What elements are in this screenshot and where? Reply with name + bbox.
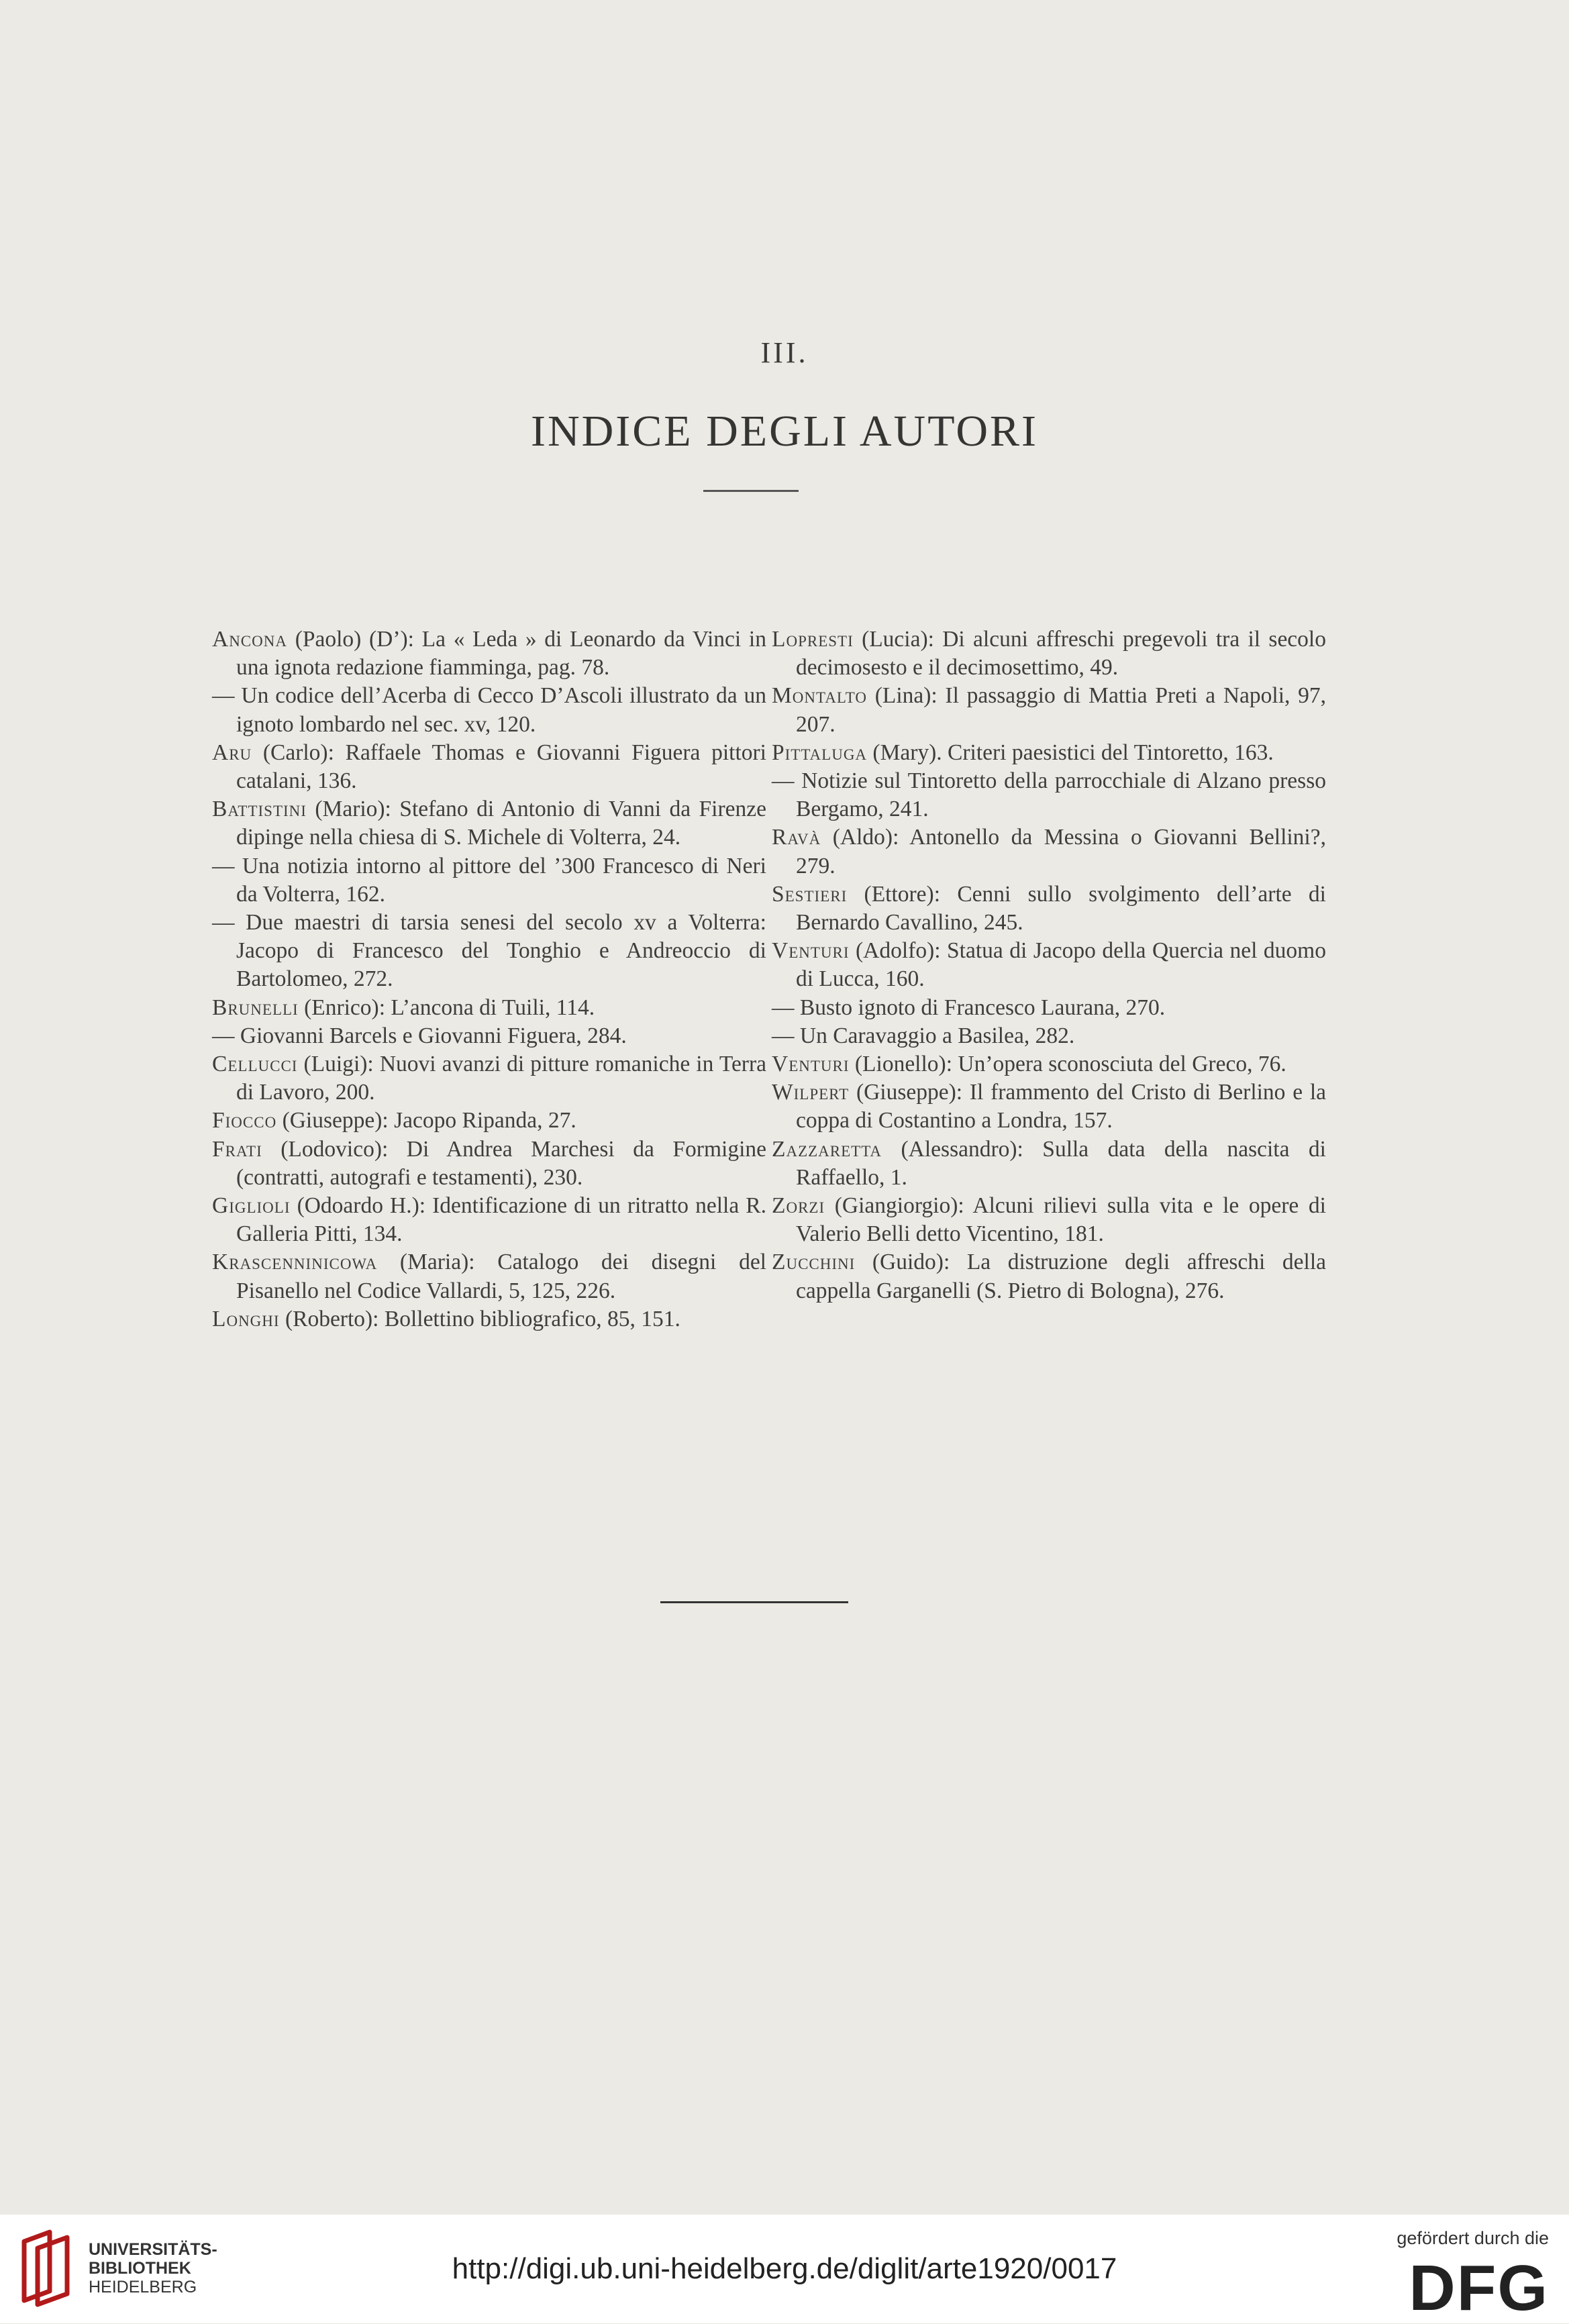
index-entry (212, 1135, 766, 1192)
author-name: Battistini (212, 797, 307, 822)
author-name: Cellucci (212, 1052, 298, 1077)
entry-text: (Guido): La distruzione degli affreschi della cappella Garganelli (S. Pietro di Bologna), 276. (796, 1250, 1326, 1303)
index-entry (212, 682, 766, 738)
index-entry (772, 1050, 1326, 1078)
entry-text: (Giangiorgio): Alcuni rilievi sulla vita e le opere di Valerio Belli detto Vicentino, 181. (796, 1193, 1326, 1247)
index-entry (212, 1248, 766, 1305)
entry-text: (Lodovico): Di Andrea Marchesi da Formigine (contratti, autografi e testamenti), 230. (236, 1136, 766, 1190)
author-name: Ancona (212, 627, 287, 652)
entry-text: — Un codice dell’Acerba di Cecco D’Ascoli illustrato da un ignoto lombardo nel sec. xv, 120. (212, 683, 766, 737)
entry-text: — Notizie sul Tintoretto della parrocchiale di Alzano presso Bergamo, 241. (772, 768, 1326, 822)
index-entry (212, 994, 766, 1022)
entry-text: (Mario): Stefano di Antonio di Vanni da Firenze dipinge nella chiesa di S. Michele di Volterra, 24. (236, 797, 766, 850)
index-column-left (212, 625, 766, 1333)
index-entry (212, 1192, 766, 1248)
library-name-line: UNIVERSITÄTS- (89, 2240, 217, 2259)
funding-caption: gefördert durch die (1397, 2228, 1549, 2248)
entry-text: — Due maestri di tarsia senesi del secolo xv a Volterra: Jacopo di Francesco del Tonghio e Andreoccio di Bartolomeo, 272. (212, 910, 766, 992)
entry-text: — Una notizia intorno al pittore del ’300 Francesco di Neri da Volterra, 162. (212, 853, 766, 907)
author-name: Lopresti (772, 627, 854, 652)
author-name: Giglioli (212, 1193, 291, 1219)
entry-text: (Paolo) (D’): La « Leda » di Leonardo da Vinci in una ignota redazione fiamminga, pag. 78. (236, 627, 766, 680)
index-entry (772, 1135, 1326, 1192)
entry-text: (Mary). Criteri paesistici del Tintoretto, 163. (867, 740, 1274, 765)
author-name: Aru (212, 740, 252, 765)
entry-text: — Un Caravaggio a Basilea, 282. (772, 1023, 1075, 1048)
index-entry (772, 1022, 1326, 1050)
index-entry (772, 880, 1326, 937)
author-name: Pittaluga (772, 740, 868, 765)
entry-text: (Lina): Il passaggio di Mattia Preti a Napoli, 97, 207. (796, 683, 1326, 737)
index-entry (772, 1192, 1326, 1248)
author-name: Ravà (772, 825, 821, 850)
entry-text: (Aldo): Antonello da Messina o Giovanni Bellini?, 279. (796, 825, 1326, 878)
index-entry (212, 625, 766, 682)
author-name: Zucchini (772, 1250, 856, 1275)
title-divider (703, 490, 799, 492)
page-title: INDICE DEGLI AUTORI (530, 407, 1039, 456)
author-name: Frati (212, 1136, 262, 1162)
index-entry (212, 1050, 766, 1107)
index-entry (772, 994, 1326, 1022)
dfg-logo: DFG (1409, 2252, 1549, 2324)
index-entry (772, 1078, 1326, 1135)
author-name: Brunelli (212, 995, 299, 1020)
entry-text: (Lucia): Di alcuni affreschi pregevoli tra il secolo decimosesto e il decimosettimo, 49. (796, 627, 1326, 680)
entry-text: (Giuseppe): Il frammento del Cristo di Berlino e la coppa di Costantino a Londra, 157. (796, 1080, 1326, 1133)
index-entry (772, 767, 1326, 823)
index-entry (212, 795, 766, 852)
index-entry (772, 739, 1326, 767)
index-entry (212, 1107, 766, 1135)
index-entry (772, 937, 1326, 993)
entry-text: — Giovanni Barcels e Giovanni Figuera, 284. (212, 1023, 627, 1048)
author-name: Zorzi (772, 1193, 825, 1219)
permalink-url[interactable]: http://digi.ub.uni-heidelberg.de/diglit/arte1920/0017 (452, 2252, 1117, 2285)
entry-text: (Ettore): Cenni sullo svolgimento dell’arte di Bernardo Cavallino, 245. (796, 881, 1326, 936)
end-divider (660, 1601, 848, 1603)
author-name: Venturi (772, 1052, 850, 1077)
index-entry (772, 823, 1326, 880)
author-name: Krascenninicowa (212, 1250, 378, 1275)
index-entry (212, 909, 766, 994)
entry-text: (Lionello): Un’opera sconosciuta del Greco, 76. (849, 1052, 1286, 1077)
entry-text: (Adolfo): Statua di Jacopo della Quercia nel duomo di Lucca, 160. (796, 938, 1326, 992)
index-entry (772, 1248, 1326, 1305)
entry-text: (Odoardo H.): Identificazione di un ritratto nella R. Galleria Pitti, 134. (236, 1193, 766, 1247)
index-entry (212, 739, 766, 795)
entry-text: (Luigi): Nuovi avanzi di pitture romaniche in Terra di Lavoro, 200. (236, 1052, 766, 1105)
section-number: III. (760, 336, 809, 369)
entry-text: (Giuseppe): Jacopo Ripanda, 27. (276, 1108, 576, 1133)
entry-text: (Maria): Catalogo dei disegni del Pisanello nel Codice Vallardi, 5, 125, 226. (236, 1250, 766, 1303)
author-name: Montalto (772, 683, 868, 709)
digitization-footer (0, 2215, 1569, 2323)
entry-text: (Enrico): L’ancona di Tuili, 114. (298, 995, 595, 1020)
author-name: Wilpert (772, 1080, 850, 1105)
author-name: Venturi (772, 938, 850, 964)
entry-text: (Carlo): Raffaele Thomas e Giovanni Figuera pittori catalani, 136. (236, 740, 766, 794)
index-entry (212, 1022, 766, 1050)
entry-text: (Alessandro): Sulla data della nascita di Raffaello, 1. (796, 1136, 1326, 1190)
author-name: Sestieri (772, 881, 848, 907)
author-name: Zazzaretta (772, 1136, 882, 1162)
author-name: Fiocco (212, 1108, 277, 1133)
index-entry (772, 682, 1326, 738)
author-name: Longhi (212, 1306, 280, 1331)
library-name-line: HEIDELBERG (89, 2278, 197, 2296)
index-entry (212, 852, 766, 909)
index-entry (772, 625, 1326, 682)
index-column-right (772, 625, 1326, 1305)
entry-text: (Roberto): Bollettino bibliografico, 85, 151. (279, 1306, 680, 1331)
index-entry (212, 1305, 766, 1333)
library-name-line: BIBLIOTHEK (89, 2259, 191, 2278)
entry-text: — Busto ignoto di Francesco Laurana, 270. (772, 995, 1166, 1020)
